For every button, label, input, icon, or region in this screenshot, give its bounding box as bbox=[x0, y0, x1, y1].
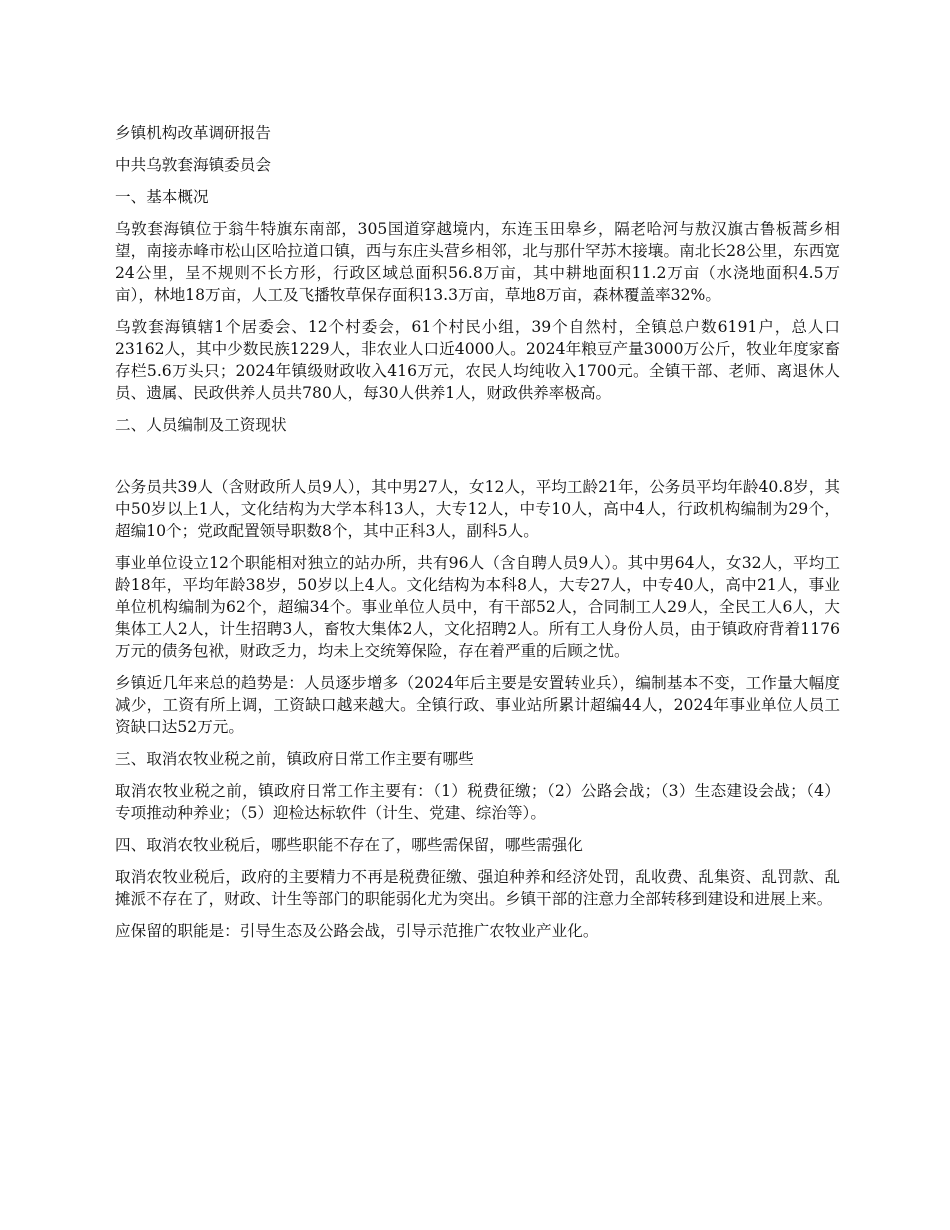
section-heading-overview: 一、基本概况 bbox=[115, 188, 209, 206]
paragraph-functions-changed: 取消农牧业税后，政府的主要精力不再是税费征缴、强迫种养和经济处罚，乱收费、乱集资、乱罚款、乱摊派不存在了，财政、计生等部门的职能弱化尤为突出。乡镇干部的注意力全部转移到建设和进展上来。 bbox=[115, 868, 840, 908]
section-heading-after-tax-abolition: 四、取消农牧业税后，哪些职能不存在了，哪些需保留，哪些需强化 bbox=[115, 836, 583, 854]
document-title: 乡镇机构改革调研报告 bbox=[115, 124, 271, 142]
paragraph-location: 乌敦套海镇位于翁牛特旗东南部，305国道穿越境内，东连玉田皋乡，隔老哈河与敖汉旗古鲁板蒿乡相望，南接赤峰市松山区哈拉道口镇，西与东庄头营乡相邻，北与那什罕苏木接壤。南北长28公里，东西宽24公里，呈不规则不长方形，行政区域总面积56.8万亩，其中耕地面积11.2万亩（水浇地面积4.5万亩），林地18万亩，人工及飞播牧草保存面积13.3万亩，草地8万亩，森林覆盖率32%。 bbox=[115, 220, 840, 304]
paragraph-civil-servants: 公务员共39人（含财政所人员9人），其中男27人，女12人，平均工龄21年，公务员平均年龄40.8岁，其中50岁以上1人，文化结构为大学本科13人，大专12人，中专10人，高中4人，行政机构编制为29个，超编10个；党政配置领导职数8个，其中正科3人，副科5人。 bbox=[115, 478, 840, 540]
document-author: 中共乌敦套海镇委员会 bbox=[115, 156, 271, 174]
paragraph-daily-work: 取消农牧业税之前，镇政府日常工作主要有：（1）税费征缴；（2）公路会战；（3）生态建设会战；（4）专项推动种养业；（5）迎检达标软件（计生、党建、综治等）。 bbox=[115, 782, 840, 822]
paragraph-trend: 乡镇近几年来总的趋势是：人员逐步增多（2024年后主要是安置转业兵），编制基本不变，工作量大幅度减少，工资有所上调，工资缺口越来越大。全镇行政、事业站所累计超编44人，2024年事业单位人员工资缺口达52万元。 bbox=[115, 674, 840, 736]
paragraph-functions-retained: 应保留的职能是：引导生态及公路会战，引导示范推广农牧业产业化。 bbox=[115, 922, 599, 940]
section-heading-before-tax-abolition: 三、取消农牧业税之前，镇政府日常工作主要有哪些 bbox=[115, 750, 474, 768]
paragraph-public-institutions: 事业单位设立12个职能相对独立的站办所，共有96人（含自聘人员9人）。其中男64人，女32人，平均工龄18年，平均年龄38岁，50岁以上4人。文化结构为本科8人，大专27人，中专40人，高中21人，事业单位机构编制为62个，超编34个。事业单位人员中，有干部52人，合同制工人29人，全民工人6人，大集体工人2人，计生招聘3人，畜牧大集体2人，文化招聘2人。所有工人身份人员，由于镇政府背着1176万元的债务包袱，财政乏力，均未上交统筹保险，存在着严重的后顾之忧。 bbox=[115, 554, 840, 660]
document-page bbox=[115, 122, 840, 952]
blank-gap bbox=[115, 446, 840, 476]
paragraph-population: 乌敦套海镇辖1个居委会、12个村委会，61个村民小组，39个自然村，全镇总户数6191户，总人口23162人，其中少数民族1229人，非农业人口近4000人。2024年粮豆产量3000万公斤，牧业年度家畜存栏5.6万头只；2024年镇级财政收入416万元，农民人均纯收入1700元。全镇干部、老师、离退休人员、遗属、民政供养人员共780人，每30人供养1人，财政供养率极高。 bbox=[115, 318, 840, 402]
section-heading-staffing: 二、人员编制及工资现状 bbox=[115, 416, 287, 434]
